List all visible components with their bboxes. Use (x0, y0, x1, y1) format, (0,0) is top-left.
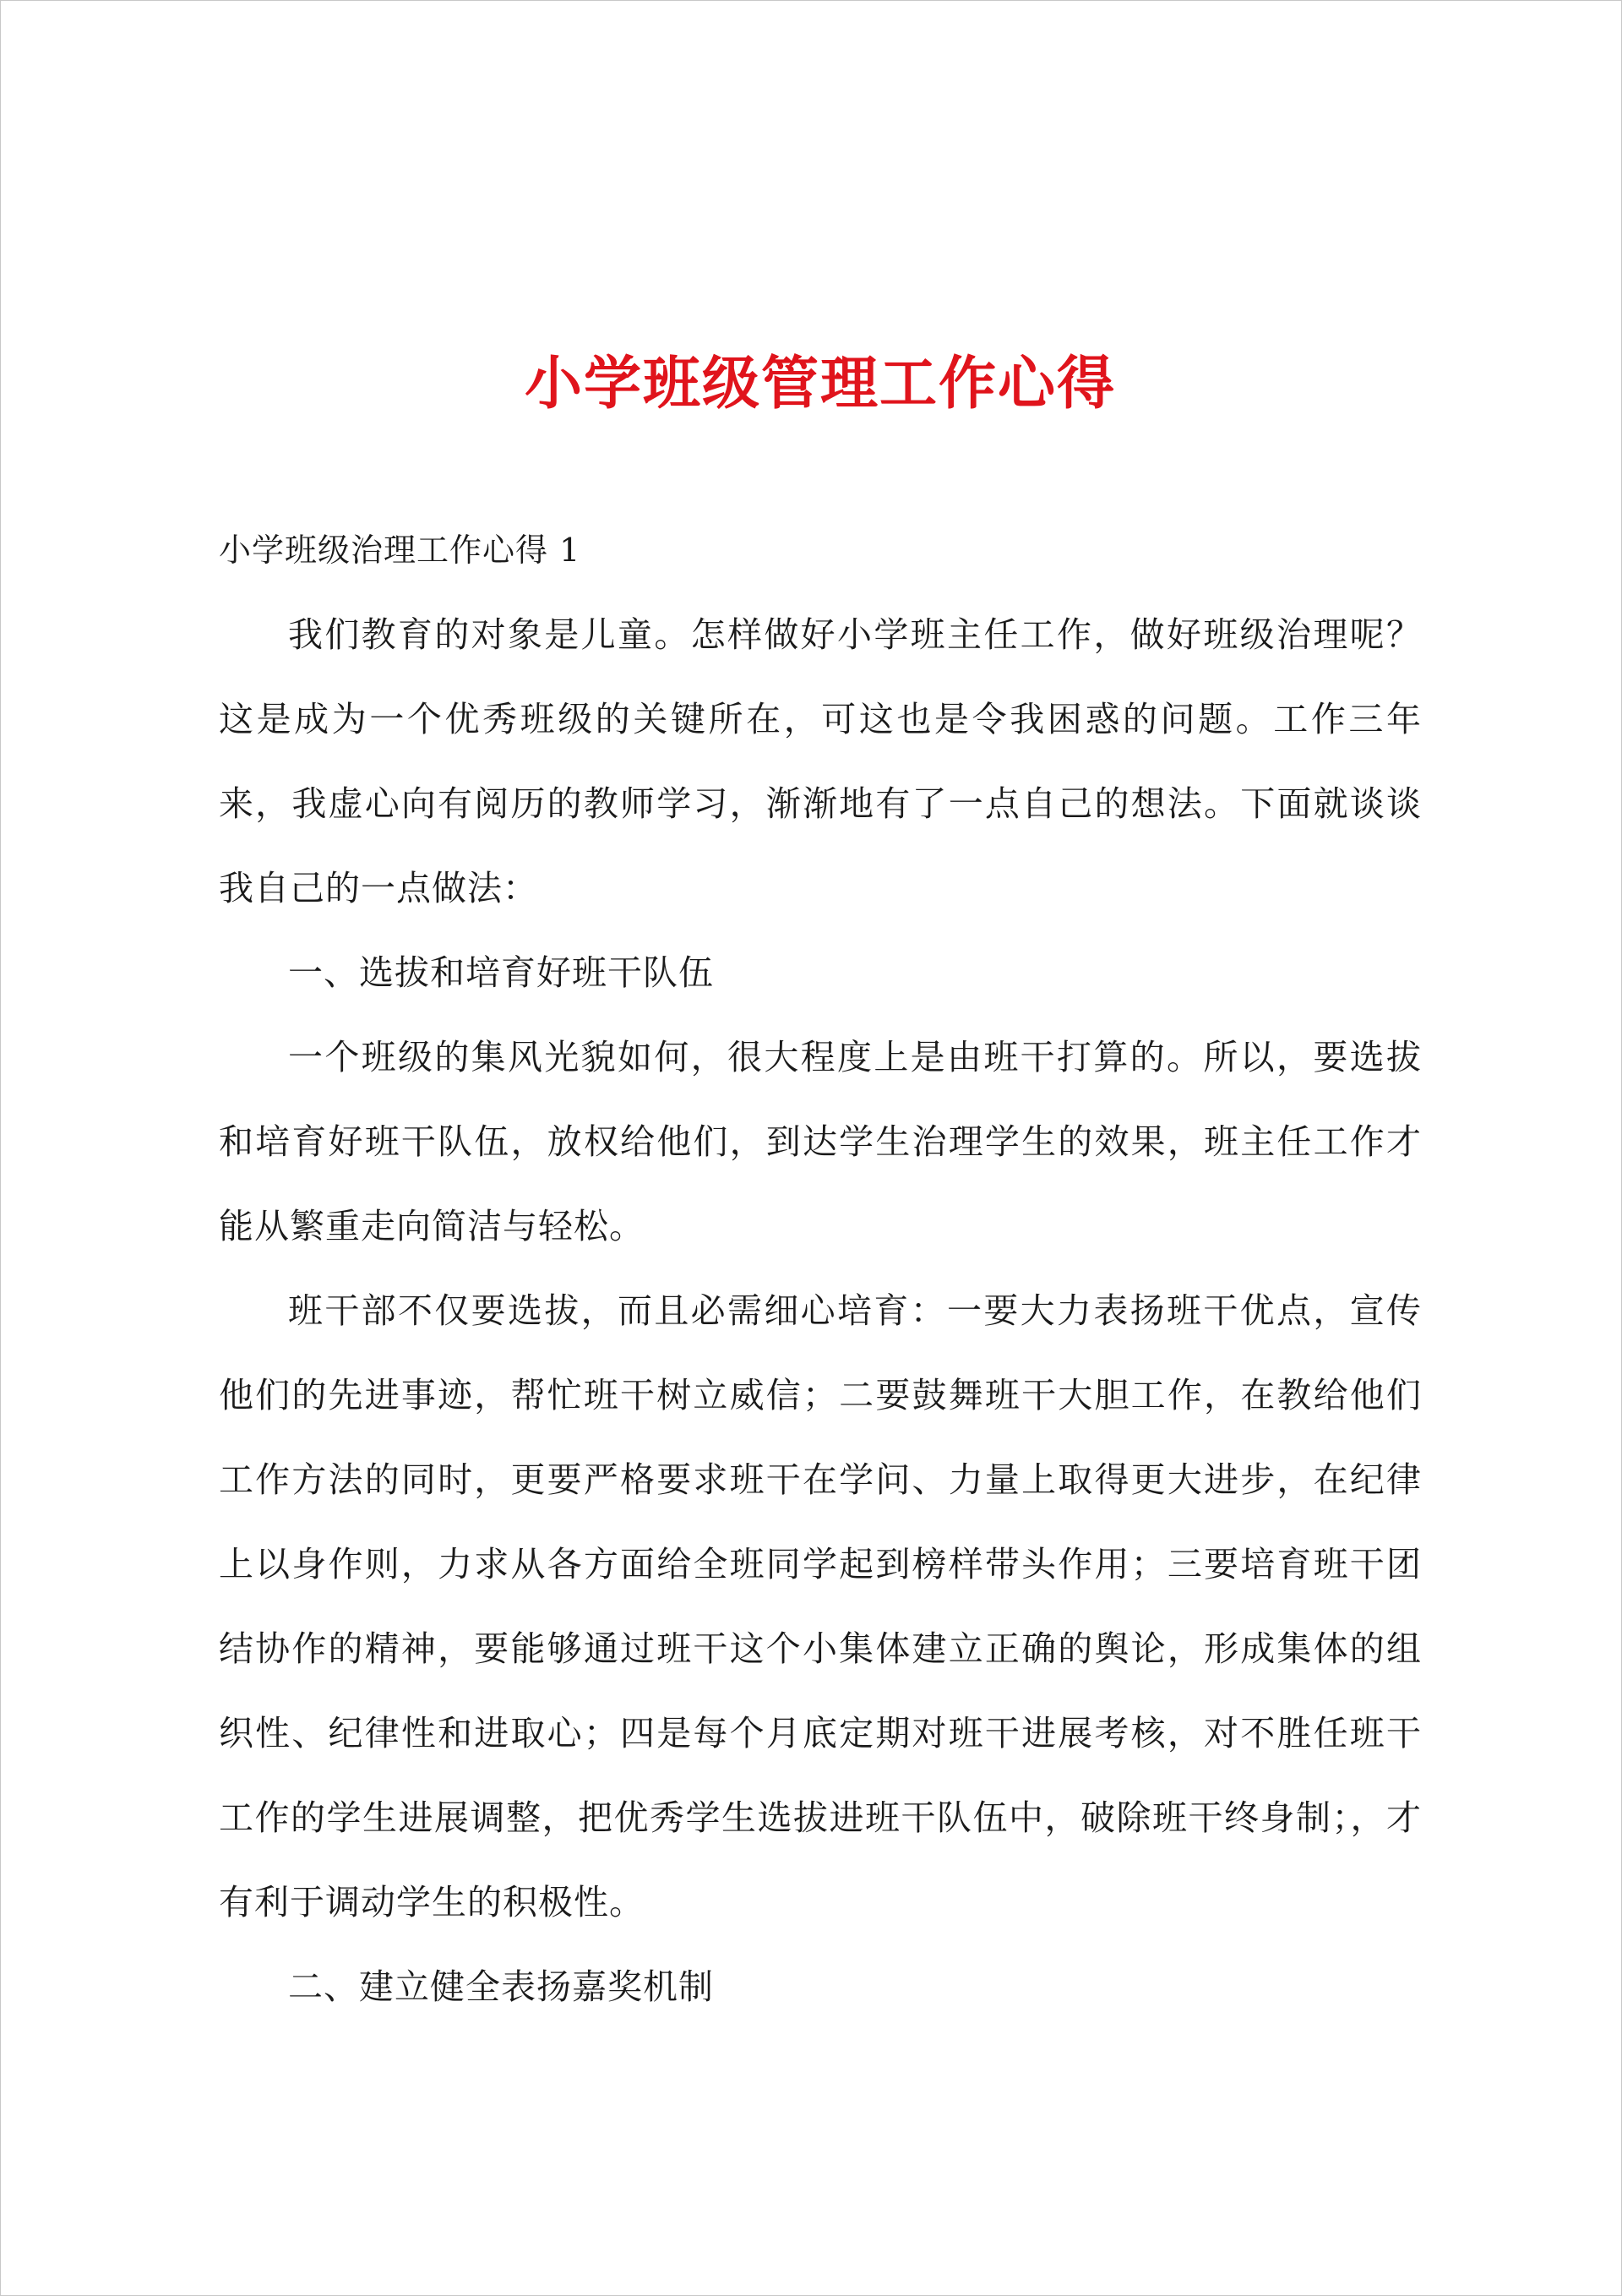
section-heading-2: 二、建立健全表扬嘉奖机制 (288, 1966, 714, 2007)
document-content (219, 337, 1422, 2029)
paragraph-intro: 我们教育的对象是儿童。怎样做好小学班主任工作，做好班级治理呢？这是成为一个优秀班级的关键所在，可这也是令我困惑的问题。工作三年来，我虚心向有阅历的教师学习，渐渐地有了一点自己的想法。下面就谈谈我自己的一点做法： (219, 614, 1422, 908)
document-title: 小学班级管理工作心得 (524, 350, 1116, 417)
section-subtitle: 小学班级治理工作心得 1 (219, 532, 581, 569)
paragraph-cultivation: 班干部不仅要选拔，而且必需细心培育：一要大力表扬班干优点，宣传他们的先进事迹，帮忙班干树立威信；二要鼓舞班干大胆工作，在教给他们工作方法的同时，更要严格要求班干在学问、力量上取得更大进步，在纪律上以身作则，力求从各方面给全班同学起到榜样带头作用；三要培育班干团结协作的精神，要能够通过班干这个小集体建立正确的舆论，形成集体的组织性、纪律性和进取心；四是每个月底定期对班干进展考核，对不胜任班干工作的学生进展调整，把优秀学生选拔进班干队伍中，破除班干终身制；，才有利于调动学生的积极性。 (219, 1290, 1422, 1922)
section-heading-1: 一、选拔和培育好班干队伍 (288, 952, 714, 993)
paragraph-class-leaders: 一个班级的集风光貌如何，很大程度上是由班干打算的。所以，要选拔和培育好班干队伍，放权给他们，到达学生治理学生的效果，班主任工作才能从繁重走向简洁与轻松。 (219, 1037, 1422, 1246)
